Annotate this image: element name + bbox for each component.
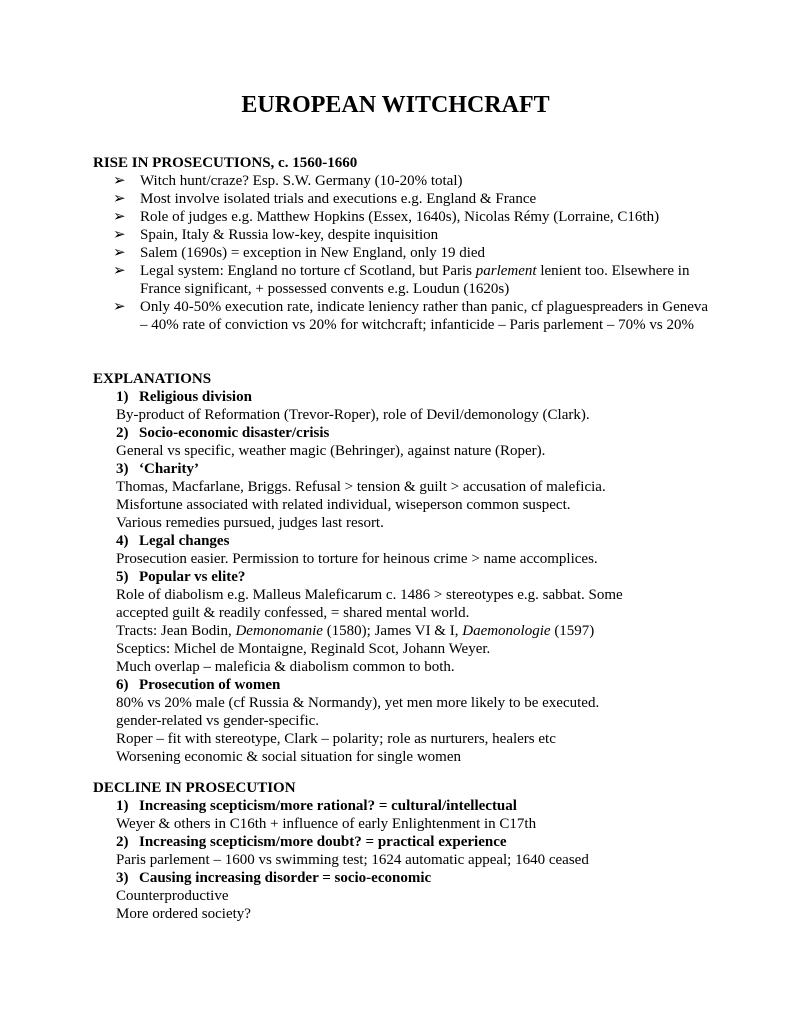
subheading: 1) Increasing scepticism/more rational? = cultural/intellectual <box>116 798 517 814</box>
arrow-bullet-icon: ➢ <box>113 299 126 315</box>
arrow-bullet-icon: ➢ <box>113 209 126 225</box>
body-line: 80% vs 20% male (cf Russia & Normandy), yet men more likely to be executed. <box>116 695 600 711</box>
subheading: 3) Causing increasing disorder = socio-economic <box>116 870 432 886</box>
section-decline <box>93 779 733 923</box>
body-line: Sceptics: Michel de Montaigne, Reginald Scot, Johann Weyer. <box>116 641 491 657</box>
body-line: Roper – fit with stereotype, Clark – polarity; role as nurturers, healers etc <box>116 731 556 747</box>
subheading: 6) Prosecution of women <box>116 677 281 693</box>
body-line: Various remedies pursued, judges last resort. <box>116 515 384 531</box>
subheading: 3) ‘Charity’ <box>116 461 199 477</box>
section-rise <box>93 154 713 334</box>
list-item: ➢ Salem (1690s) = exception in New England, only 19 died <box>113 245 486 261</box>
section-heading-rise: RISE IN PROSECUTIONS, c. 1560-1660 <box>93 155 358 171</box>
arrow-bullet-icon: ➢ <box>113 263 126 279</box>
body-line: More ordered society? <box>116 906 251 922</box>
section-explanations <box>93 370 733 766</box>
subheading: 2) Increasing scepticism/more doubt? = practical experience <box>116 834 507 850</box>
arrow-bullet-icon: ➢ <box>113 245 126 261</box>
body-line: By-product of Reformation (Trevor-Roper), role of Devil/demonology (Clark). <box>116 407 590 423</box>
list-item: ➢ Witch hunt/craze? Esp. S.W. Germany (10-20% total) <box>113 173 463 189</box>
body-line: gender-related vs gender-specific. <box>116 713 320 729</box>
list-item: ➢ Role of judges e.g. Matthew Hopkins (Essex, 1640s), Nicolas Rémy (Lorraine, C16th) <box>113 209 660 225</box>
body-line: Prosecution easier. Permission to torture for heinous crime > name accomplices. <box>116 551 598 567</box>
body-line: General vs specific, weather magic (Behringer), against nature (Roper). <box>116 443 546 459</box>
list-item: ➢ Spain, Italy & Russia low-key, despite inquisition <box>113 227 439 243</box>
body-line: Worsening economic & social situation for single women <box>116 749 461 765</box>
arrow-bullet-icon: ➢ <box>113 227 126 243</box>
list-item: ➢ Most involve isolated trials and executions e.g. England & France <box>113 191 537 207</box>
arrow-bullet-icon: ➢ <box>113 173 126 189</box>
body-line: Weyer & others in C16th + influence of early Enlightenment in C17th <box>116 816 537 832</box>
subheading: 4) Legal changes <box>116 533 230 549</box>
body-line: Misfortune associated with related individual, wiseperson common suspect. <box>116 497 571 513</box>
body-line: Counterproductive <box>116 888 229 904</box>
body-line: Role of diabolism e.g. Malleus Maleficarum c. 1486 > stereotypes e.g. sabbat. Some <box>116 587 623 603</box>
subheading: 2) Socio-economic disaster/crisis <box>116 425 330 441</box>
section-heading-decline: DECLINE IN PROSECUTION <box>93 780 296 796</box>
rise-list <box>93 172 713 334</box>
subheading: 5) Popular vs elite? <box>116 569 246 585</box>
list-item: ➢ Legal system: England no torture cf Scotland, but Paris parlement lenient too. Elsewhere in France significant, + possessed convents e.g. Loudun (1620s) <box>113 263 690 297</box>
body-line: Thomas, Macfarlane, Briggs. Refusal > tension & guilt > accusation of maleficia. <box>116 479 606 495</box>
body-line: Tracts: Jean Bodin, Demonomanie (1580); James VI & I, Daemonologie (1597) <box>116 623 595 639</box>
page-title: EUROPEAN WITCHCRAFT <box>241 92 550 118</box>
list-item: ➢ Only 40-50% execution rate, indicate leniency rather than panic, cf plaguespreaders in Geneva – 40% rate of conviction vs 20% for witchcraft; infanticide – Paris parlement – 70% vs 20% <box>113 299 709 333</box>
body-line: Much overlap – maleficia & diabolism common to both. <box>116 659 455 675</box>
subheading: 1) Religious division <box>116 389 252 405</box>
body-line: Paris parlement – 1600 vs swimming test; 1624 automatic appeal; 1640 ceased <box>116 852 589 868</box>
body-line: accepted guilt & readily confessed, = shared mental world. <box>116 605 470 621</box>
section-heading-explanations: EXPLANATIONS <box>93 371 212 387</box>
arrow-bullet-icon: ➢ <box>113 191 126 207</box>
